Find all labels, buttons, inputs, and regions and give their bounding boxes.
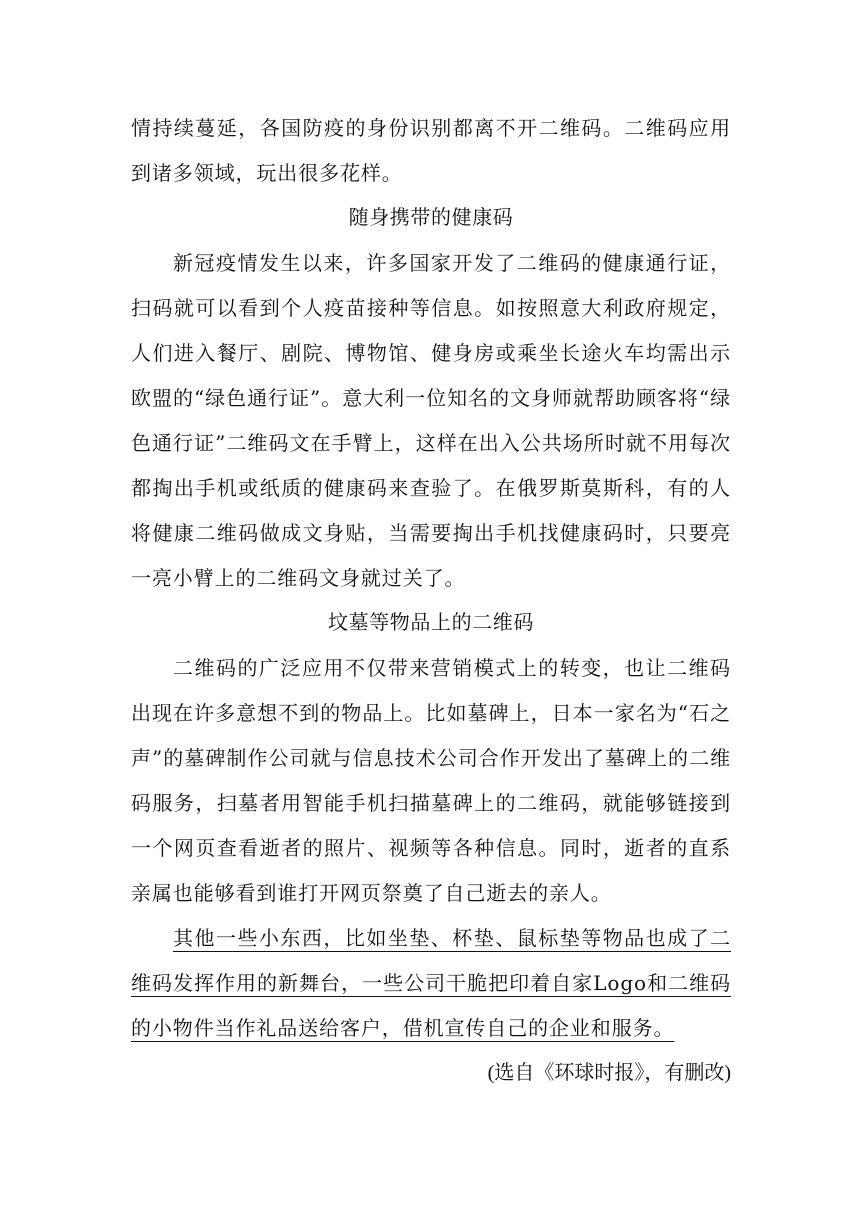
intro-paragraph: 情持续蔓延，各国防疫的身份识别都离不开二维码。二维码应用到诸多领域，玩出很多花样。 [131,116,731,185]
source-note: (选自《环球时报》，有删改) [487,1062,731,1084]
section-heading-tomb-qr: 坟墓等物品上的二维码 [328,612,534,634]
section-heading-health-code: 随身携带的健康码 [348,207,514,229]
small-items-paragraph [131,916,731,1051]
tomb-qr-paragraph: 二维码的广泛应用不仅带来营销模式上的转变，也让二维码出现在许多意想不到的物品上。比如墓碑上，日本一家名为“石之声”的墓碑制作公司就与信息技术公司合作开发出了墓碑上的二维码服务，扫墓者用智能手机扫描墓碑上的二维码，就能够链接到一个网页查看逝者的照片、视频等各种信息。同时，逝者的直系亲属也能够看到谁打开网页祭奠了自己逝去的亲人。 [131,656,731,905]
underlined-passage: 其他一些小东西，比如坐垫、杯垫、鼠标垫等物品也成了二维码发挥作用的新舞台，一些公司干脆把印着自家Logo和二维码的小物件当作礼品送给客户，借机宣传自己的企业和服务。 [131,926,731,1040]
health-code-paragraph: 新冠疫情发生以来，许多国家开发了二维码的健康通行证，扫码就可以看到个人疫苗接种等信息。如按照意大利政府规定，人们进入餐厅、剧院、博物馆、健身房或乘坐长途火车均需出示欧盟的“绿色通行证”。意大利一位知名的文身师就帮助顾客将“绿色通行证”二维码文在手臂上，这样在出入公共场所时就不用每次都掏出手机或纸质的健康码来查验了。在俄罗斯莫斯科，有的人将健康二维码做成文身贴，当需要掏出手机找健康码时，只要亮一亮小臂上的二维码文身就过关了。 [131,251,731,590]
document-page [131,106,731,1096]
